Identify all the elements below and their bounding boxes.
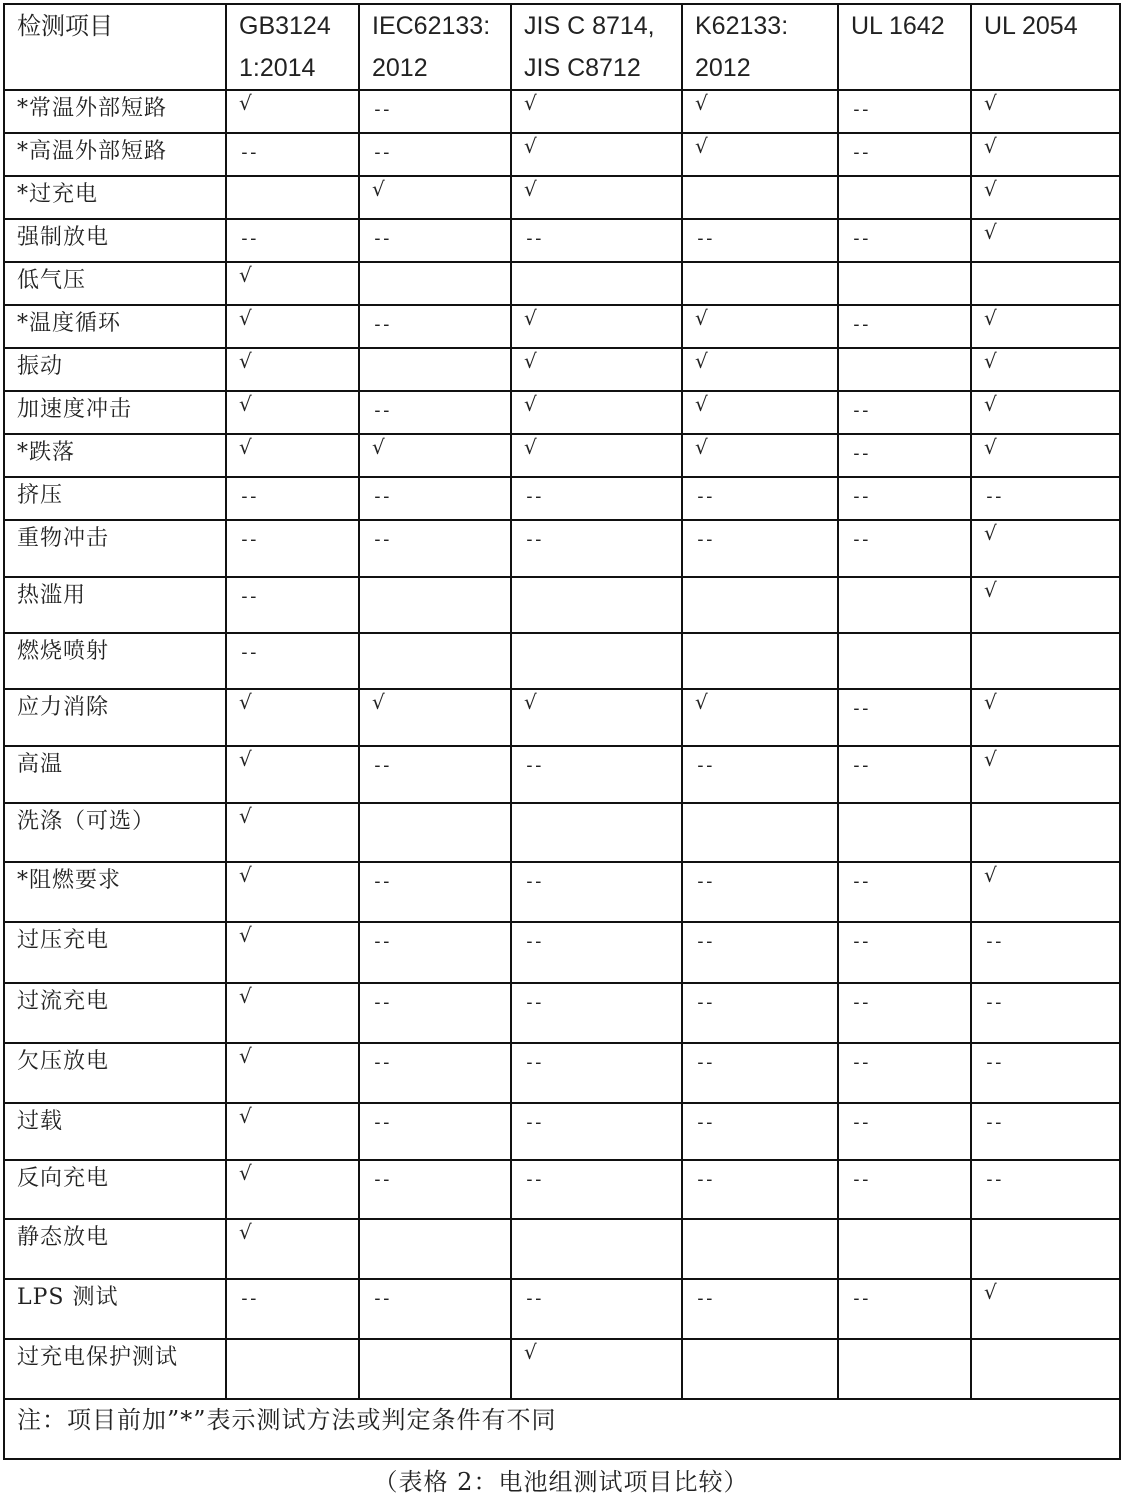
- test-item-label: 加速度冲击: [4, 391, 226, 434]
- table-row: [4, 1279, 1120, 1339]
- table-row: [4, 983, 1120, 1043]
- table-row: [4, 1043, 1120, 1103]
- not-applicable-mark: --: [226, 577, 359, 633]
- empty-cell: [511, 577, 682, 633]
- check-mark: √: [226, 983, 359, 1043]
- header-line: UL 1642: [851, 12, 945, 40]
- test-item-label: *跌落: [4, 434, 226, 477]
- not-applicable-mark: --: [682, 1160, 838, 1219]
- test-item-label: *温度循环: [4, 305, 226, 348]
- not-applicable-mark: --: [838, 305, 971, 348]
- not-applicable-mark: --: [511, 1103, 682, 1160]
- empty-cell: [511, 262, 682, 305]
- header-line: K62133:: [695, 12, 789, 40]
- header-line: 1:2014: [239, 54, 316, 82]
- check-mark: √: [971, 133, 1120, 176]
- empty-cell: [682, 176, 838, 219]
- check-mark: √: [971, 348, 1120, 391]
- empty-cell: [682, 1219, 838, 1279]
- check-mark: √: [971, 305, 1120, 348]
- check-mark: √: [511, 348, 682, 391]
- empty-cell: [359, 577, 511, 633]
- test-item-label: 过载: [4, 1103, 226, 1160]
- empty-cell: [838, 348, 971, 391]
- table-row: [4, 803, 1120, 862]
- not-applicable-mark: --: [838, 391, 971, 434]
- test-item-label: 强制放电: [4, 219, 226, 262]
- not-applicable-mark: --: [838, 1279, 971, 1339]
- check-mark: √: [971, 862, 1120, 922]
- not-applicable-mark: --: [359, 391, 511, 434]
- column-header: [682, 4, 838, 90]
- table-body: [4, 90, 1120, 1399]
- not-applicable-mark: --: [682, 983, 838, 1043]
- not-applicable-mark: --: [511, 746, 682, 803]
- empty-cell: [838, 176, 971, 219]
- test-item-label: 燃烧喷射: [4, 633, 226, 689]
- empty-cell: [971, 1219, 1120, 1279]
- not-applicable-mark: --: [359, 862, 511, 922]
- not-applicable-mark: --: [359, 1103, 511, 1160]
- test-item-label: 过压充电: [4, 922, 226, 983]
- header-line: 检测项目: [17, 12, 113, 40]
- check-mark: √: [511, 434, 682, 477]
- test-item-label: 振动: [4, 348, 226, 391]
- check-mark: √: [359, 689, 511, 746]
- table-row: [4, 1339, 1120, 1399]
- not-applicable-mark: --: [511, 862, 682, 922]
- check-mark: √: [511, 391, 682, 434]
- test-item-label: 应力消除: [4, 689, 226, 746]
- check-mark: √: [226, 1219, 359, 1279]
- check-mark: √: [511, 133, 682, 176]
- not-applicable-mark: --: [511, 1279, 682, 1339]
- empty-cell: [971, 803, 1120, 862]
- table-row: [4, 689, 1120, 746]
- not-applicable-mark: --: [359, 477, 511, 520]
- test-item-label: *常温外部短路: [4, 90, 226, 133]
- test-item-label: 过充电保护测试: [4, 1339, 226, 1399]
- empty-cell: [359, 803, 511, 862]
- test-item-label: 反向充电: [4, 1160, 226, 1219]
- check-mark: √: [971, 434, 1120, 477]
- check-mark: √: [682, 391, 838, 434]
- not-applicable-mark: --: [838, 1043, 971, 1103]
- not-applicable-mark: --: [682, 1103, 838, 1160]
- empty-cell: [682, 1339, 838, 1399]
- empty-cell: [838, 803, 971, 862]
- empty-cell: [359, 262, 511, 305]
- test-item-label: 过流充电: [4, 983, 226, 1043]
- table-row: [4, 922, 1120, 983]
- check-mark: √: [511, 176, 682, 219]
- table-row: [4, 391, 1120, 434]
- standards-comparison-table: [3, 3, 1121, 1460]
- not-applicable-mark: --: [682, 922, 838, 983]
- not-applicable-mark: --: [838, 983, 971, 1043]
- check-mark: √: [226, 262, 359, 305]
- header-line: 2012: [695, 54, 751, 82]
- not-applicable-mark: --: [359, 219, 511, 262]
- not-applicable-mark: --: [511, 983, 682, 1043]
- check-mark: √: [971, 746, 1120, 803]
- not-applicable-mark: --: [226, 133, 359, 176]
- check-mark: √: [511, 305, 682, 348]
- table-row: [4, 176, 1120, 219]
- check-mark: √: [226, 862, 359, 922]
- empty-cell: [971, 633, 1120, 689]
- header-line: IEC62133:: [372, 12, 491, 40]
- table-row: [4, 520, 1120, 577]
- not-applicable-mark: --: [971, 922, 1120, 983]
- check-mark: √: [226, 1103, 359, 1160]
- not-applicable-mark: --: [511, 219, 682, 262]
- test-item-label: *过充电: [4, 176, 226, 219]
- empty-cell: [359, 348, 511, 391]
- check-mark: √: [682, 348, 838, 391]
- header-line: UL 2054: [984, 12, 1078, 40]
- not-applicable-mark: --: [682, 746, 838, 803]
- empty-cell: [359, 1219, 511, 1279]
- not-applicable-mark: --: [682, 1043, 838, 1103]
- not-applicable-mark: --: [838, 520, 971, 577]
- empty-cell: [682, 262, 838, 305]
- check-mark: √: [971, 219, 1120, 262]
- not-applicable-mark: --: [359, 922, 511, 983]
- header-line: JIS C 8714,: [524, 12, 655, 40]
- empty-cell: [838, 1339, 971, 1399]
- table-row: [4, 219, 1120, 262]
- test-item-label: *阻燃要求: [4, 862, 226, 922]
- check-mark: √: [226, 922, 359, 983]
- not-applicable-mark: --: [838, 477, 971, 520]
- not-applicable-mark: --: [359, 983, 511, 1043]
- test-item-label: 欠压放电: [4, 1043, 226, 1103]
- not-applicable-mark: --: [838, 689, 971, 746]
- empty-cell: [511, 803, 682, 862]
- check-mark: √: [226, 1043, 359, 1103]
- empty-cell: [682, 577, 838, 633]
- check-mark: √: [971, 520, 1120, 577]
- not-applicable-mark: --: [971, 477, 1120, 520]
- table-row: [4, 1160, 1120, 1219]
- check-mark: √: [682, 689, 838, 746]
- not-applicable-mark: --: [511, 1043, 682, 1103]
- empty-cell: [511, 633, 682, 689]
- table-row: [4, 262, 1120, 305]
- test-item-label: 高温: [4, 746, 226, 803]
- column-header: [4, 4, 226, 90]
- not-applicable-mark: --: [971, 983, 1120, 1043]
- table-header-row: [4, 4, 1120, 90]
- column-header: [359, 4, 511, 90]
- column-header: [226, 4, 359, 90]
- note-row: [4, 1399, 1120, 1459]
- table-caption: （表格 2：电池组测试项目比较）: [373, 1468, 749, 1496]
- not-applicable-mark: --: [682, 520, 838, 577]
- check-mark: √: [971, 391, 1120, 434]
- not-applicable-mark: --: [511, 922, 682, 983]
- table-row: [4, 434, 1120, 477]
- not-applicable-mark: --: [226, 520, 359, 577]
- header-line: JIS C8712: [524, 54, 641, 82]
- column-header: [971, 4, 1120, 90]
- not-applicable-mark: --: [838, 219, 971, 262]
- test-item-label: 低气压: [4, 262, 226, 305]
- not-applicable-mark: --: [682, 862, 838, 922]
- table-row: [4, 1103, 1120, 1160]
- empty-cell: [838, 1219, 971, 1279]
- check-mark: √: [226, 391, 359, 434]
- not-applicable-mark: --: [359, 90, 511, 133]
- table-row: [4, 1219, 1120, 1279]
- check-mark: √: [226, 689, 359, 746]
- not-applicable-mark: --: [359, 133, 511, 176]
- check-mark: √: [226, 746, 359, 803]
- empty-cell: [838, 262, 971, 305]
- empty-cell: [682, 633, 838, 689]
- not-applicable-mark: --: [359, 746, 511, 803]
- test-item-label: 热滥用: [4, 577, 226, 633]
- empty-cell: [838, 577, 971, 633]
- not-applicable-mark: --: [838, 133, 971, 176]
- table-row: [4, 746, 1120, 803]
- test-item-label: 重物冲击: [4, 520, 226, 577]
- table-row: [4, 633, 1120, 689]
- check-mark: √: [359, 176, 511, 219]
- check-mark: √: [971, 577, 1120, 633]
- check-mark: √: [511, 689, 682, 746]
- check-mark: √: [226, 305, 359, 348]
- check-mark: √: [971, 90, 1120, 133]
- not-applicable-mark: --: [359, 1279, 511, 1339]
- table-row: [4, 862, 1120, 922]
- not-applicable-mark: --: [511, 1160, 682, 1219]
- not-applicable-mark: --: [971, 1103, 1120, 1160]
- check-mark: √: [226, 434, 359, 477]
- not-applicable-mark: --: [359, 1043, 511, 1103]
- test-item-label: 洗涤（可选）: [4, 803, 226, 862]
- not-applicable-mark: --: [359, 1160, 511, 1219]
- check-mark: √: [682, 133, 838, 176]
- empty-cell: [838, 633, 971, 689]
- check-mark: √: [226, 90, 359, 133]
- not-applicable-mark: --: [971, 1043, 1120, 1103]
- not-applicable-mark: --: [226, 633, 359, 689]
- empty-cell: [226, 176, 359, 219]
- not-applicable-mark: --: [838, 1103, 971, 1160]
- column-header: [511, 4, 682, 90]
- not-applicable-mark: --: [511, 477, 682, 520]
- test-item-label: 静态放电: [4, 1219, 226, 1279]
- check-mark: √: [226, 348, 359, 391]
- not-applicable-mark: --: [226, 477, 359, 520]
- not-applicable-mark: --: [838, 746, 971, 803]
- table-row: [4, 305, 1120, 348]
- not-applicable-mark: --: [971, 1160, 1120, 1219]
- not-applicable-mark: --: [838, 862, 971, 922]
- table-row: [4, 133, 1120, 176]
- not-applicable-mark: --: [838, 90, 971, 133]
- table-row: [4, 90, 1120, 133]
- empty-cell: [359, 633, 511, 689]
- check-mark: √: [511, 1339, 682, 1399]
- not-applicable-mark: --: [682, 219, 838, 262]
- check-mark: √: [682, 434, 838, 477]
- table-note: 注：项目前加”*”表示测试方法或判定条件有不同: [4, 1399, 1120, 1459]
- check-mark: √: [971, 1279, 1120, 1339]
- not-applicable-mark: --: [838, 922, 971, 983]
- check-mark: √: [226, 1160, 359, 1219]
- not-applicable-mark: --: [226, 1279, 359, 1339]
- empty-cell: [359, 1339, 511, 1399]
- not-applicable-mark: --: [359, 520, 511, 577]
- not-applicable-mark: --: [838, 434, 971, 477]
- not-applicable-mark: --: [682, 477, 838, 520]
- header-line: GB3124: [239, 12, 331, 40]
- check-mark: √: [971, 176, 1120, 219]
- empty-cell: [511, 1219, 682, 1279]
- check-mark: √: [682, 90, 838, 133]
- check-mark: √: [971, 689, 1120, 746]
- not-applicable-mark: --: [682, 1279, 838, 1339]
- header-line: 2012: [372, 54, 428, 82]
- test-item-label: *高温外部短路: [4, 133, 226, 176]
- not-applicable-mark: --: [838, 1160, 971, 1219]
- table-row: [4, 577, 1120, 633]
- empty-cell: [971, 1339, 1120, 1399]
- check-mark: √: [682, 305, 838, 348]
- check-mark: √: [226, 803, 359, 862]
- empty-cell: [226, 1339, 359, 1399]
- not-applicable-mark: --: [226, 219, 359, 262]
- test-item-label: LPS 测试: [4, 1279, 226, 1339]
- empty-cell: [971, 262, 1120, 305]
- table-row: [4, 477, 1120, 520]
- not-applicable-mark: --: [511, 520, 682, 577]
- test-item-label: 挤压: [4, 477, 226, 520]
- empty-cell: [682, 803, 838, 862]
- check-mark: √: [359, 434, 511, 477]
- column-header: [838, 4, 971, 90]
- not-applicable-mark: --: [359, 305, 511, 348]
- check-mark: √: [511, 90, 682, 133]
- table-row: [4, 348, 1120, 391]
